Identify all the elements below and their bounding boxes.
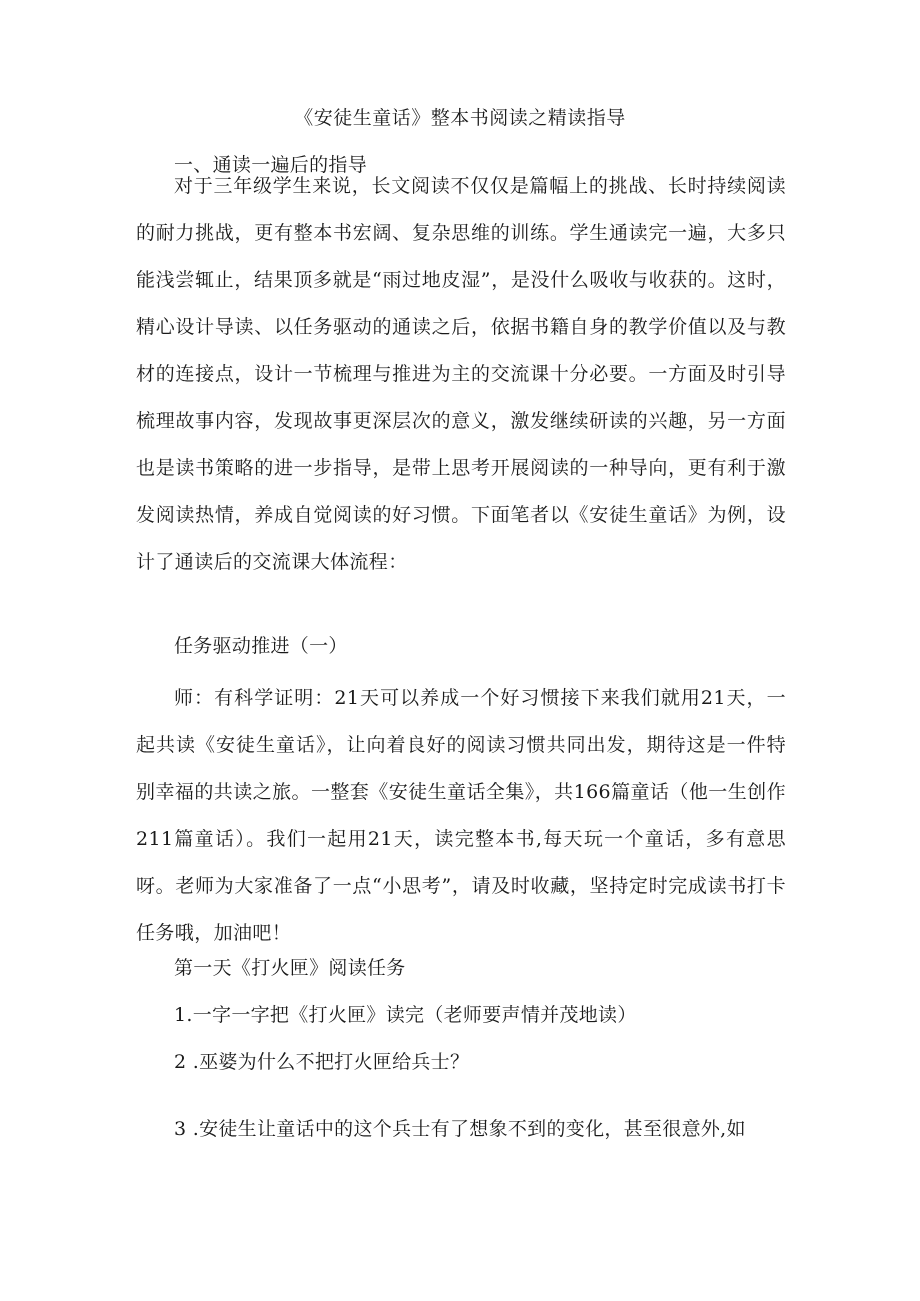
document-title: 《安徒生童话》整本书阅读之精读指导 [294,107,626,129]
section-heading: 一、通读一遍后的指导 [174,154,368,176]
task-subheading: 任务驱动推进（一） [174,635,348,657]
task-item-1: 1.一字一字把《打火匣》读完（老师要声情并茂地读） [174,1004,637,1026]
intro-paragraph: 对于三年级学生来说，长文阅读不仅仅是篇幅上的挑战、长时持续阅读的耐力挑战，更有整本书宏阔、复杂思维的训练。学生通读完一遍，大多只能浅尝辄止，结果顶多就是“雨过地皮湿”，是没什么吸收与收获的。这时，精心设计导读、以任务驱动的通读之后，依据书籍自身的教学价值以及与教材的连接点，设计一节梳理与推进为主的交流课十分必要。一方面及时引导梳理故事内容，发现故事更深层次的意义，激发继续研读的兴趣，另一方面也是读书策略的进一步指导，是带上思考开展阅读的一种导向，更有利于激发阅读热情，养成自觉阅读的好习惯。下面笔者以《安徒生童话》为例，设计了通读后的交流课大体流程： [136,175,786,573]
teacher-paragraph: 师：有科学证明：21天可以养成一个好习惯接下来我们就用21天，一起共读《安徒生童话》，让向着良好的阅读习惯共同出发，期待这是一件特别幸福的共读之旅。一整套《安徒生童话全集》，共166篇童话（他一生创作211篇童话）。我们一起用21天，读完整本书,每天玩一个童话，多有意思呀。老师为大家准备了一点“小思考”，请及时收藏，坚持定时完成读书打卡任务哦，加油吧！ [136,687,786,944]
task-item-2: 2 .巫婆为什么不把打火匣给兵士？ [174,1051,470,1073]
day-one-heading: 第一天《打火匣》阅读任务 [174,957,406,979]
task-item-3: 3 .安徒生让童话中的这个兵士有了想象不到的变化，甚至很意外,如 [174,1118,746,1140]
